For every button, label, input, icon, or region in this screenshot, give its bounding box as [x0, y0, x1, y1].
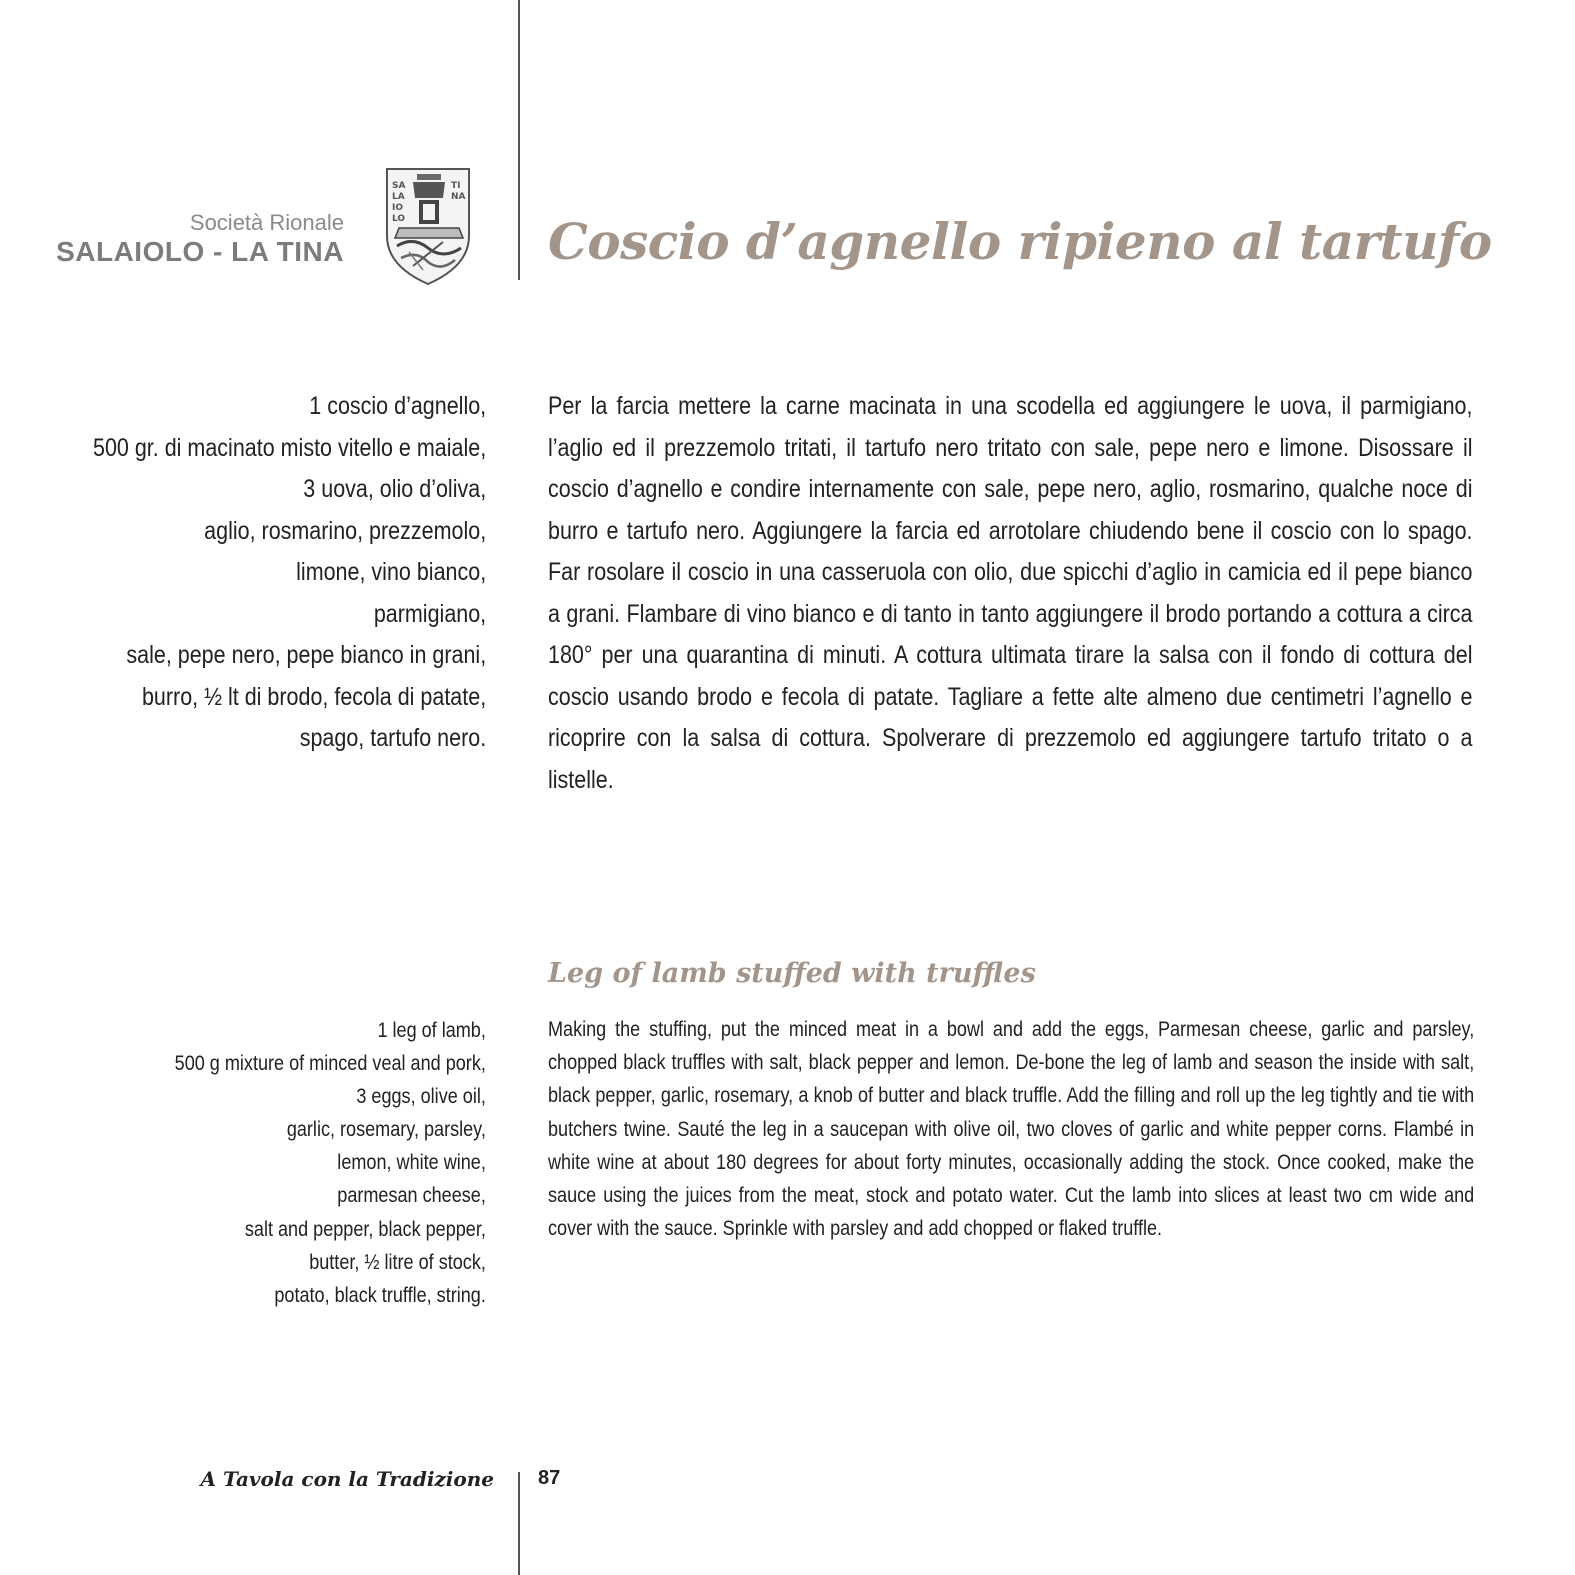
ingredients-italian: [93, 386, 486, 760]
ingredient-line: aglio, rosmarino, prezzemolo,: [203, 516, 486, 545]
divider-line-top: [518, 0, 520, 280]
ingredient-line: 500 gr. di macinato misto vitello e maiale,: [92, 433, 486, 462]
ingredient-line: parmigiano,: [373, 599, 486, 628]
society-name: SALAIOLO - LA TINA: [56, 236, 344, 267]
recipe-title-english: Leg of lamb stuffed with truffles: [548, 958, 1036, 989]
svg-text:LO: LO: [392, 214, 406, 224]
svg-text:TI: TI: [451, 181, 461, 191]
ingredient-line: burro, ½ lt di brodo, fecola di patate,: [141, 682, 486, 711]
ingredient-line: salt and pepper, black pepper,: [245, 1217, 486, 1241]
ingredient-line: 3 uova, olio d’oliva,: [303, 475, 486, 503]
recipe-title-italian: Coscio d’agnello ripieno al tartufo: [548, 212, 1492, 271]
method-english: Making the stuffing, put the minced meat in a bowl and add the eggs, Parmesan cheese, garlic and parsley, chopped black truffles with salt, black pepper and lemon. De-bone the leg of lamb and season the inside with salt, black pepper, garlic, rosemary, a knob of butter and black truffle. Add the filling and roll up the leg tightly and tie with butchers twine. Sauté the leg in a saucepan with olive oil, two cloves of garlic and white pepper corns. Flambé in white wine at about 180 degrees for about forty minutes, occasionally adding the stock. Once cooked, make the sauce using the juices from the meat, stock and potato water. Cut the lamb into slices at least two cm wide and cover with the sauce. Sprinkle with parsley and add chopped or flaked truffle.: [548, 1018, 1475, 1241]
crest-logo: [383, 166, 473, 286]
ingredient-line: potato, black truffle, string.: [274, 1283, 486, 1307]
ingredient-line: lemon, white wine,: [337, 1151, 486, 1175]
ingredient-line: parmesan cheese,: [337, 1184, 486, 1208]
ingredient-line: 1 leg of lamb,: [377, 1019, 486, 1042]
divider-line-bottom: [518, 1472, 520, 1575]
page-number: 87: [538, 1467, 561, 1489]
ingredient-line: butter, ½ litre of stock,: [309, 1250, 486, 1274]
book-title: A Tavola con la Tradizione: [200, 1467, 494, 1491]
ingredient-line: garlic, rosemary, parsley,: [286, 1118, 486, 1142]
ingredient-line: limone, vino bianco,: [295, 558, 486, 586]
ingredient-line: sale, pepe nero, pepe bianco in grani,: [126, 641, 486, 669]
ingredient-line: spago, tartufo nero.: [299, 724, 486, 752]
ingredient-line: 3 eggs, olive oil,: [356, 1085, 486, 1109]
ingredient-line: 1 coscio d’agnello,: [309, 392, 486, 420]
svg-text:IO: IO: [392, 203, 403, 213]
ingredient-line: 500 g mixture of minced veal and pork,: [174, 1052, 486, 1076]
svg-text:NA: NA: [451, 192, 466, 202]
svg-text:SA: SA: [392, 181, 406, 191]
svg-text:LA: LA: [392, 192, 405, 202]
society-label: Società Rionale: [189, 210, 344, 235]
method-italian: Per la farcia mettere la carne macinata in una scodella ed aggiungere le uova, il parmigiano, l’aglio ed il prezzemolo tritati, il tartufo nero tritato con sale, pepe nero e limone. Disossare il coscio d’agnello e condire internamente con sale, pepe nero, aglio, rosmarino, qualche noce di burro e tartufo nero. Aggiungere la farcia ed arrotolare chiudendo bene il coscio con lo spago. Far rosolare il coscio in una casseruola con olio, due spicchi d’aglio in camicia ed il pepe bianco a grani. Flambare di vino bianco e di tanto in tanto aggiungere il brodo portando a cottura a circa 180° per una quarantina di minuti. A cottura ultimata tirare la salsa con il fondo di cottura del coscio usando brodo e fecola di patate. Tagliare a fette alte almeno due centimetri l’agnello e ricoprire con la salsa di cottura. Spolverare di prezzemolo ed aggiungere tartufo tritato o a listelle.: [548, 392, 1473, 794]
ingredients-english: [175, 1014, 486, 1312]
